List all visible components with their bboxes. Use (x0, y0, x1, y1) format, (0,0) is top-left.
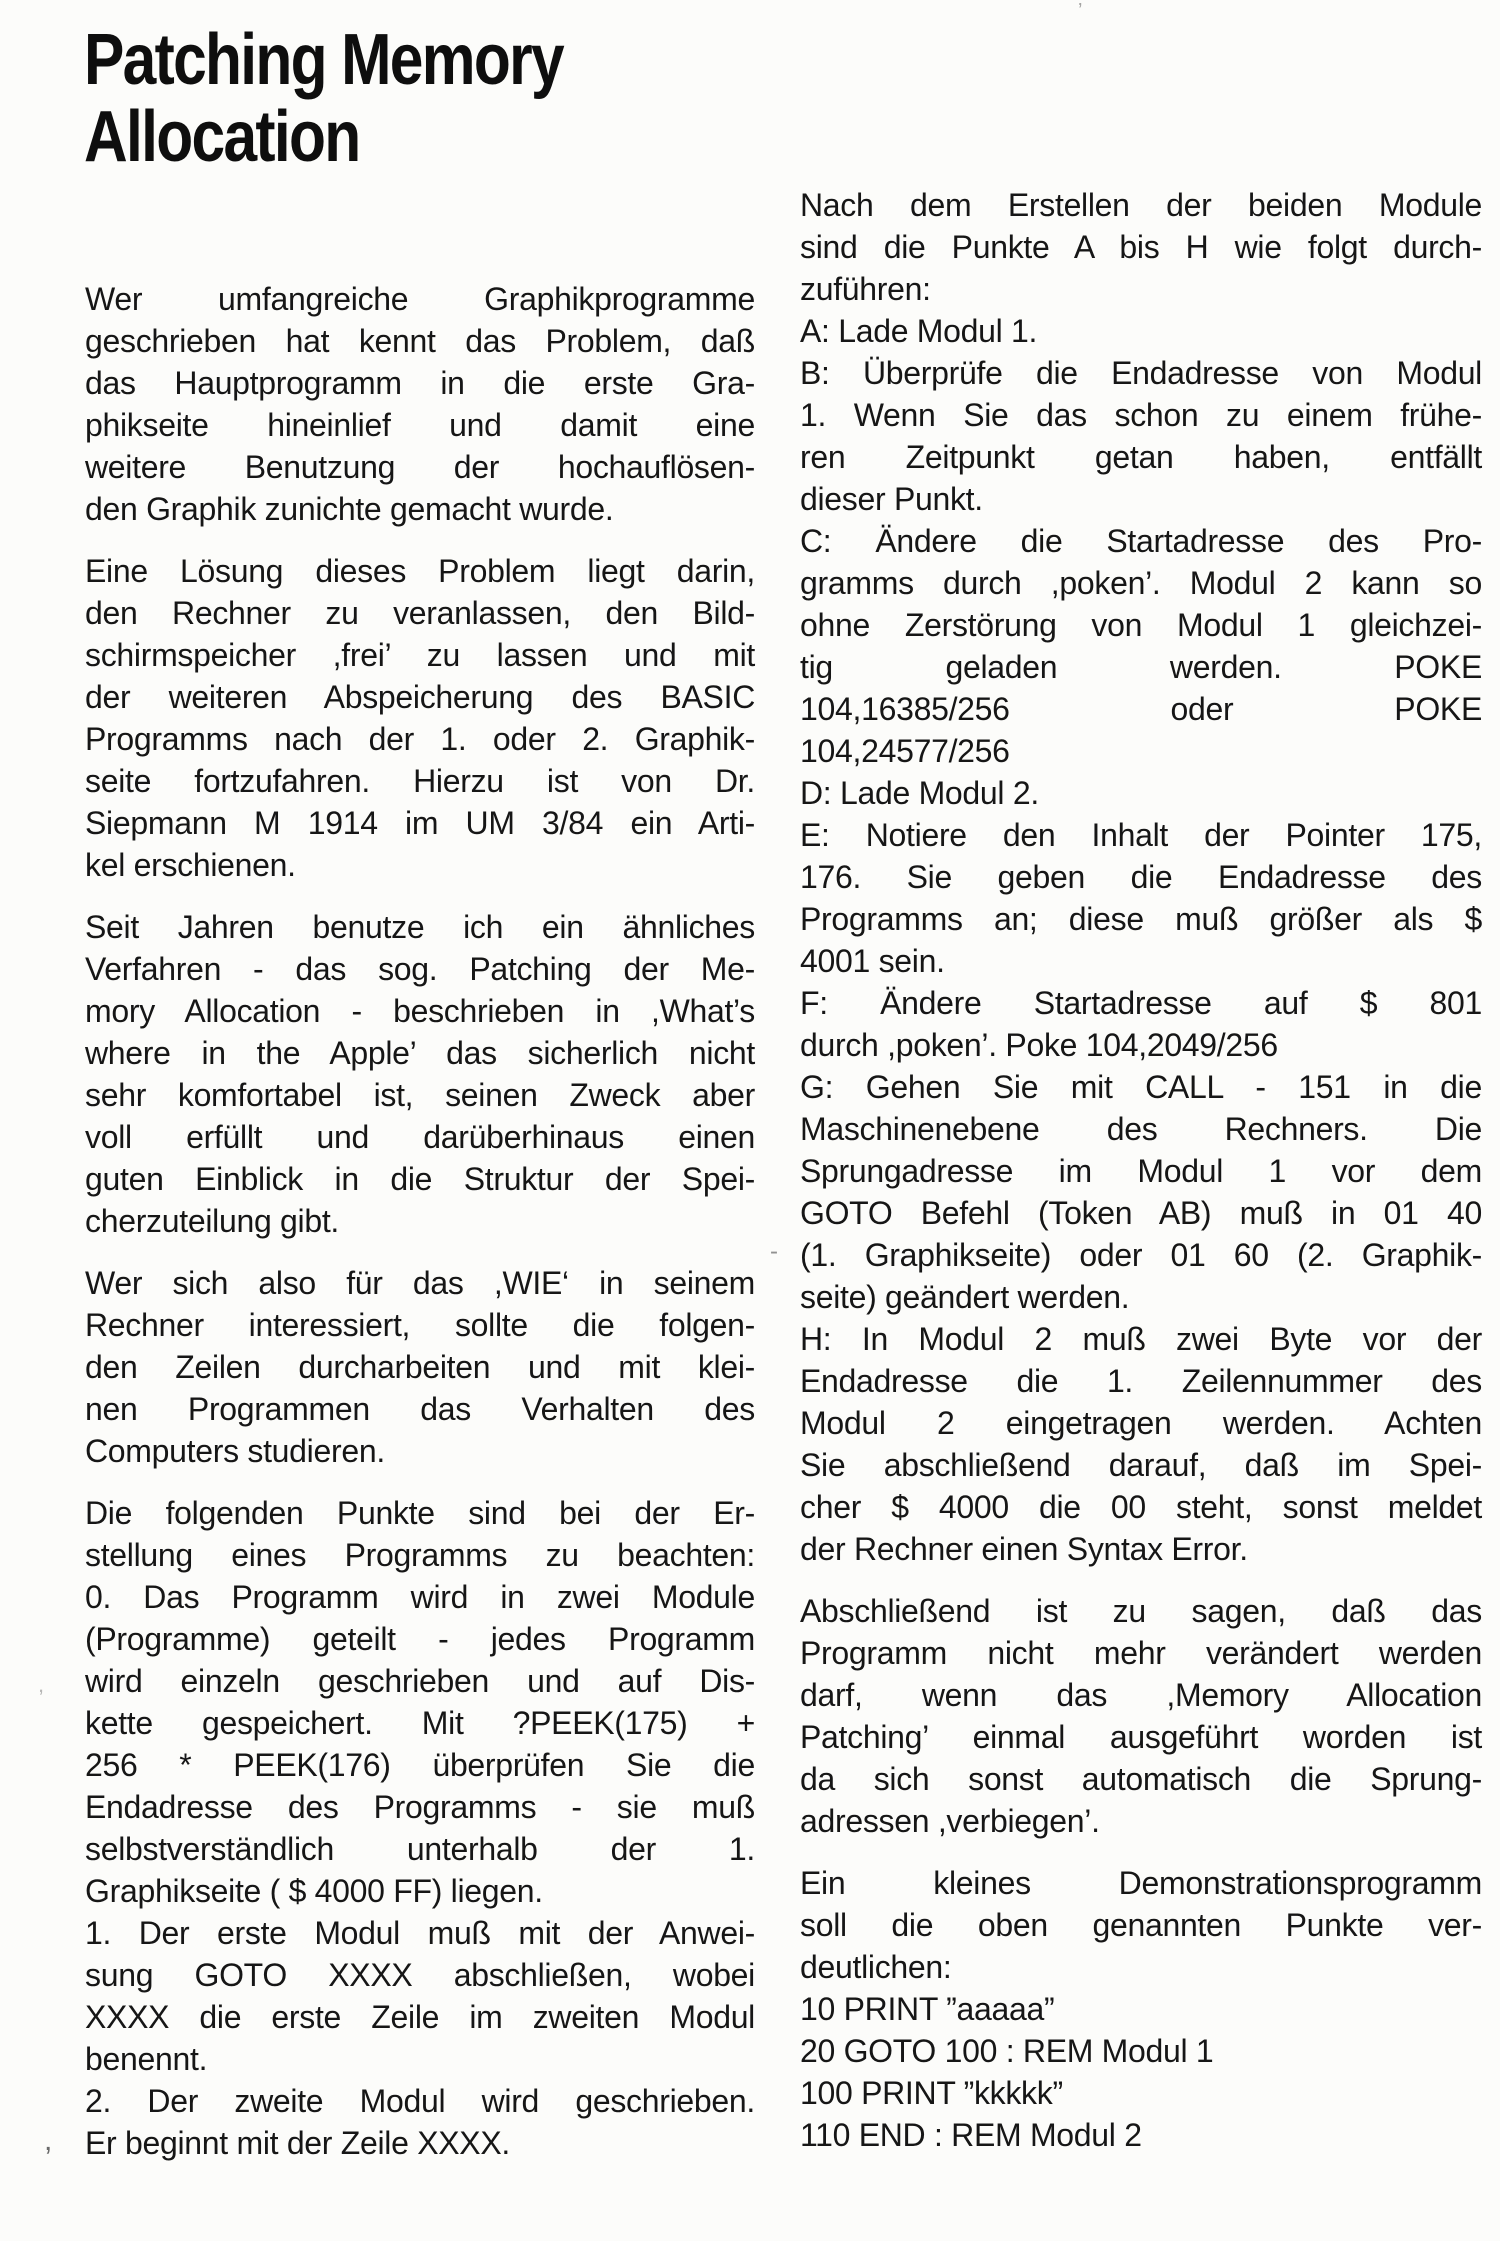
text-line: Verfahren - das sog. Patching der Me- (85, 951, 755, 987)
text-line: Sie abschließend darauf, daß im Spei- (800, 1447, 1482, 1483)
text-line: A: Lade Modul 1. (800, 313, 1038, 349)
text-line: Maschinenebene des Rechners. Die (800, 1111, 1482, 1147)
text-line: den Graphik zunichte gemacht wurde. (85, 491, 614, 527)
paragraph (800, 352, 1482, 520)
text-line: Programm nicht mehr verändert werden (800, 1635, 1482, 1671)
text-line: weitere Benutzung der hochauflösen- (85, 449, 755, 485)
text-line: (Programme) geteilt - jedes Programm (85, 1621, 755, 1657)
text-line: seite) geändert werden. (800, 1279, 1130, 1315)
text-line: where in the Apple’ das sicherlich nicht (85, 1035, 755, 1071)
text-line: geschrieben hat kennt das Problem, daß (85, 323, 755, 359)
text-line: dieser Punkt. (800, 481, 983, 517)
text-line: XXXX die erste Zeile im zweiten Modul (85, 1999, 755, 2035)
text-line: ren Zeitpunkt getan haben, entfällt (800, 439, 1482, 475)
text-line: B: Überprüfe die Endadresse von Modul (800, 355, 1482, 391)
text-line: darf, wenn das ,Memory Allocation (800, 1677, 1482, 1713)
text-line: Rechner interessiert, sollte die folgen- (85, 1307, 755, 1343)
text-line: GOTO Befehl (Token AB) muß in 01 40 (800, 1195, 1482, 1231)
text-line: Programms an; diese muß größer als $ (800, 901, 1482, 937)
text-line: Seit Jahren benutze ich ein ähnliches (85, 909, 755, 945)
text-line: der Rechner einen Syntax Error. (800, 1531, 1248, 1567)
text-line: cherzuteilung gibt. (85, 1203, 340, 1239)
left-column (85, 278, 755, 2164)
text-line: sind die Punkte A bis H wie folgt durch- (800, 229, 1482, 265)
text-line: sehr komfortabel ist, seinen Zweck aber (85, 1077, 755, 1113)
text-line: der weiteren Abspeicherung des BASIC (85, 679, 755, 715)
text-line: E: Notiere den Inhalt der Pointer 175, (800, 817, 1482, 853)
paragraph (85, 906, 755, 1242)
article-title-line-2: Allocation (84, 97, 360, 177)
text-line: stellung eines Programms zu beachten: (85, 1537, 755, 1573)
text-line: nen Programmen das Verhalten des (85, 1391, 755, 1427)
text-line: H: In Modul 2 muß zwei Byte vor der (800, 1321, 1482, 1357)
paragraph (800, 1862, 1482, 2156)
paragraph (800, 814, 1482, 982)
text-line: schirmspeicher ,frei’ zu lassen und mit (85, 637, 755, 673)
text-line: (1. Graphikseite) oder 01 60 (2. Graphik- (800, 1237, 1482, 1273)
text-line: Modul 2 eingetragen werden. Achten (800, 1405, 1482, 1441)
text-line: Ein kleines Demonstrationsprogramm (800, 1865, 1482, 1901)
text-line: tig geladen werden. POKE (800, 649, 1482, 685)
paragraph (85, 2080, 755, 2164)
scan-speck: , (44, 2124, 53, 2157)
text-line: ohne Zerstörung von Modul 1 gleichzei- (800, 607, 1482, 643)
text-line: benennt. (85, 2041, 208, 2077)
text-line: kel erschienen. (85, 847, 296, 883)
text-line: da sich sonst automatisch die Sprung- (800, 1761, 1482, 1797)
paragraph (800, 1318, 1482, 1570)
paragraph (800, 772, 1482, 814)
text-line: 2. Der zweite Modul wird geschrieben. (85, 2083, 755, 2119)
text-line: cher $ 4000 die 00 steht, sonst meldet (800, 1489, 1482, 1525)
text-line: Endadresse des Programms - sie muß (85, 1789, 755, 1825)
paragraph (85, 1912, 755, 2080)
text-line: zuführen: (800, 271, 931, 307)
text-line: voll erfüllt und darüberhinaus einen (85, 1119, 755, 1155)
text-line: Die folgenden Punkte sind bei der Er- (85, 1495, 755, 1531)
text-line: Graphikseite ( $ 4000 FF) liegen. (85, 1873, 543, 1909)
text-line: 10 PRINT ”aaaaa” (800, 1991, 1055, 2027)
text-line: Siepmann M 1914 im UM 3/84 ein Arti- (85, 805, 755, 841)
article-title-line-1: Patching Memory (84, 20, 563, 100)
paragraph (800, 1066, 1482, 1318)
text-line: 4001 sein. (800, 943, 945, 979)
text-line: Nach dem Erstellen der beiden Module (800, 187, 1482, 223)
paragraph (85, 550, 755, 886)
text-line: Patching’ einmal ausgeführt worden ist (800, 1719, 1482, 1755)
text-line: Sprungadresse im Modul 1 vor dem (800, 1153, 1482, 1189)
text-line: deutlichen: (800, 1949, 952, 1985)
paragraph (800, 310, 1482, 352)
paragraph (800, 520, 1482, 772)
text-line: selbstverständlich unterhalb der 1. (85, 1831, 755, 1867)
text-line: 100 PRINT ”kkkkk” (800, 2075, 1063, 2111)
paragraph (800, 1590, 1482, 1842)
text-line: 1. Der erste Modul muß mit der Anwei- (85, 1915, 755, 1951)
text-line: 104,16385/256 oder POKE (800, 691, 1482, 727)
text-line: 104,24577/256 (800, 733, 1010, 769)
text-line: Computers studieren. (85, 1433, 385, 1469)
text-line: seite fortzufahren. Hierzu ist von Dr. (85, 763, 755, 799)
text-line: D: Lade Modul 2. (800, 775, 1039, 811)
text-line: durch ,poken’. Poke 104,2049/256 (800, 1027, 1278, 1063)
scan-speck: , (38, 1672, 45, 1697)
text-line: adressen ,verbiegen’. (800, 1803, 1100, 1839)
text-line: mory Allocation - beschrieben in ,What’s (85, 993, 755, 1029)
scan-speck: ’ (1078, 0, 1083, 22)
text-line: C: Ändere die Startadresse des Pro- (800, 523, 1482, 559)
text-line: Wer umfangreiche Graphikprogramme (85, 281, 755, 317)
text-line: den Rechner zu veranlassen, den Bild- (85, 595, 755, 631)
text-line: 1. Wenn Sie das schon zu einem frühe- (800, 397, 1482, 433)
text-line: Wer sich also für das ,WIE‘ in seinem (85, 1265, 755, 1301)
paragraph (85, 1492, 755, 1912)
paragraph (800, 184, 1482, 310)
text-line: 176. Sie geben die Endadresse des (800, 859, 1482, 895)
right-column (800, 184, 1482, 2156)
text-line: phikseite hineinlief und damit eine (85, 407, 755, 443)
text-line: sung GOTO XXXX abschließen, wobei (85, 1957, 755, 1993)
text-line: 256 * PEEK(176) überprüfen Sie die (85, 1747, 755, 1783)
text-line: Abschließend ist zu sagen, daß das (800, 1593, 1482, 1629)
text-line: 0. Das Programm wird in zwei Module (85, 1579, 755, 1615)
text-line: Eine Lösung dieses Problem liegt darin, (85, 553, 755, 589)
text-line: gramms durch ,poken’. Modul 2 kann so (800, 565, 1482, 601)
text-line: 110 END : REM Modul 2 (800, 2117, 1142, 2153)
text-line: 20 GOTO 100 : REM Modul 1 (800, 2033, 1214, 2069)
text-line: guten Einblick in die Struktur der Spei- (85, 1161, 755, 1197)
paragraph (85, 1262, 755, 1472)
text-line: Er beginnt mit der Zeile XXXX. (85, 2125, 510, 2161)
text-line: den Zeilen durcharbeiten und mit klei- (85, 1349, 755, 1385)
text-line: Programms nach der 1. oder 2. Graphik- (85, 721, 755, 757)
text-line: wird einzeln geschrieben und auf Dis- (85, 1663, 755, 1699)
scan-speck: - (770, 1238, 778, 1265)
text-line: soll die oben genannten Punkte ver- (800, 1907, 1482, 1943)
text-line: kette gespeichert. Mit ?PEEK(175) + (85, 1705, 755, 1741)
text-line: F: Ändere Startadresse auf $ 801 (800, 985, 1482, 1021)
paragraph (85, 278, 755, 530)
text-line: das Hauptprogramm in die erste Gra- (85, 365, 755, 401)
text-line: Endadresse die 1. Zeilennummer des (800, 1363, 1482, 1399)
article-title (84, 22, 563, 176)
text-line: G: Gehen Sie mit CALL - 151 in die (800, 1069, 1482, 1105)
paragraph (800, 982, 1482, 1066)
